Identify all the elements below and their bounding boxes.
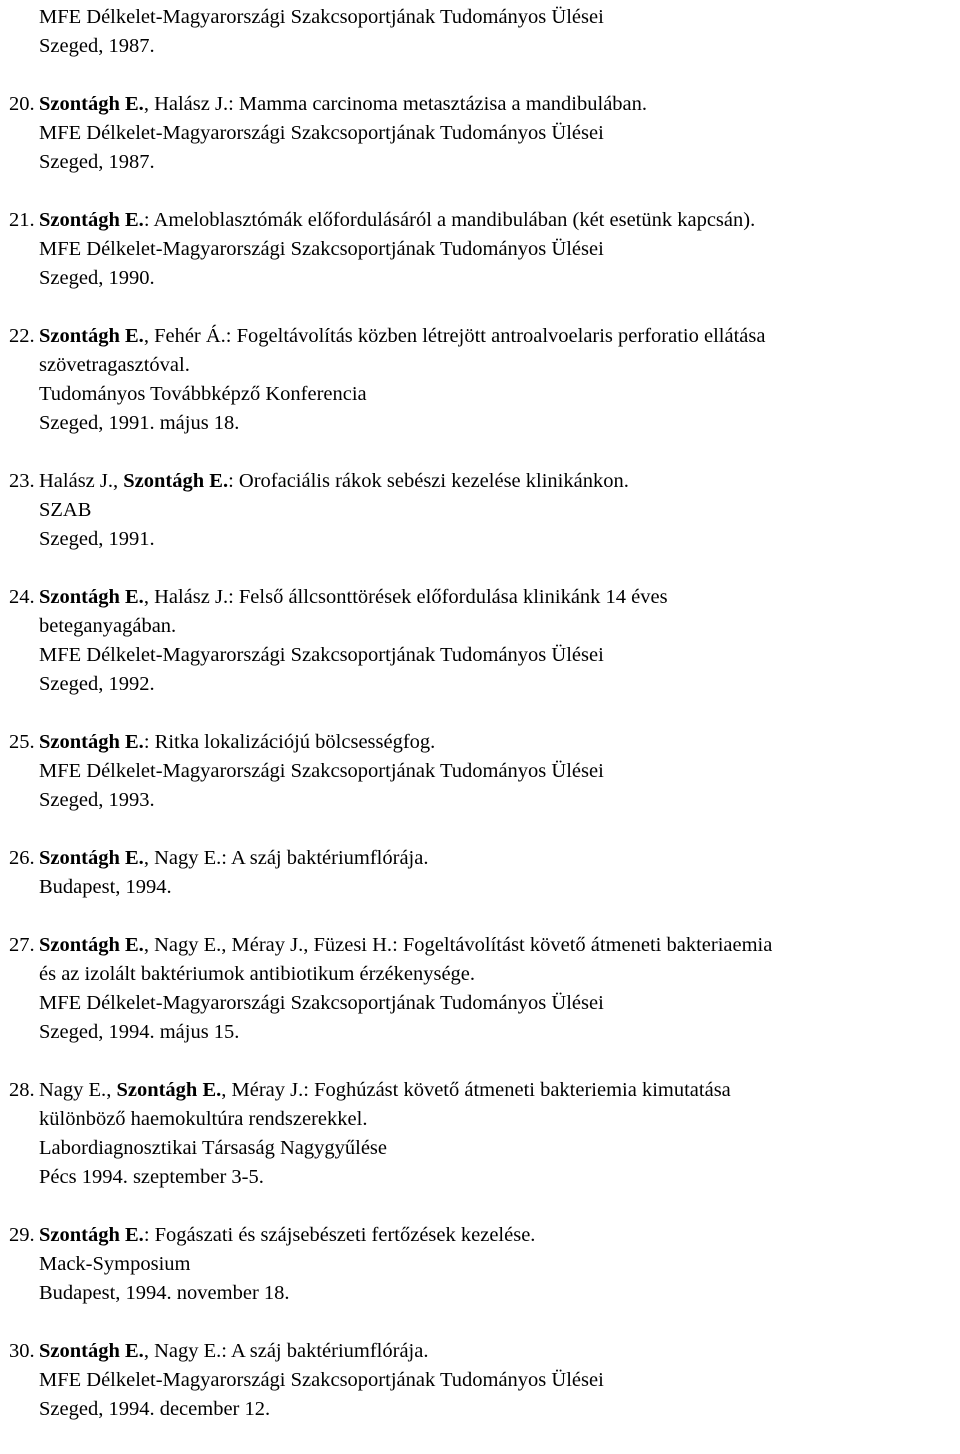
entry-venue: Szeged, 1991. május 18. (39, 412, 240, 434)
author-separator: , (143, 325, 155, 347)
author-separator: , (221, 1079, 232, 1101)
publication-entry (9, 90, 957, 177)
author-separator: : (228, 93, 239, 115)
entry-venue: MFE Délkelet-Magyarországi Szakcsoportjának Tudományos Ülései (39, 1369, 604, 1391)
entry-spacer (9, 699, 957, 728)
entry-first-line (9, 728, 957, 757)
entry-number: 28. (9, 1079, 35, 1101)
entry-title-continued: és az izolált baktériumok antibiotikum érzékenysége. (39, 963, 476, 985)
entry-title: Felső állcsonttörések előfordulása klinikánk 14 éves (238, 586, 668, 608)
entry-venue: SZAB (39, 499, 92, 521)
entry-spacer (9, 61, 957, 90)
entry-title: A száj baktériumflórája. (230, 1340, 429, 1362)
entry-first-line (9, 467, 957, 496)
entry-spacer (9, 293, 957, 322)
entry-venue: Szeged, 1994. december 12. (39, 1398, 271, 1420)
publication-entry (9, 322, 957, 438)
entry-first-line (9, 1076, 957, 1105)
publication-entry (9, 1337, 957, 1424)
author-separator: : (303, 1079, 315, 1101)
entry-author: Szontágh E. (39, 1340, 144, 1362)
entry-venue: Szeged, 1993. (39, 789, 155, 811)
entry-author: Nagy E. (39, 1079, 107, 1101)
entry-author: Szontágh E. (39, 586, 144, 608)
entry-author: Nagy E. (154, 934, 222, 956)
entry-number: 21. (9, 209, 35, 231)
entry-author: Nagy E. (154, 1340, 222, 1362)
entry-author: Füzesi H. (313, 934, 393, 956)
entry-author: Szontágh E. (39, 325, 144, 347)
entry-venue: Labordiagnosztikai Társaság Nagygyűlése (39, 1137, 388, 1159)
entries-container (9, 61, 957, 1424)
entry-author: Halász J. (154, 586, 229, 608)
entry-venue: Budapest, 1994. november 18. (39, 1282, 290, 1304)
entry-title: Ritka lokalizációjú bölcsességfog. (154, 731, 436, 753)
publication-entry (9, 728, 957, 815)
entry-spacer (9, 438, 957, 467)
author-separator: : (143, 731, 155, 753)
entry-venue: Budapest, 1994. (39, 876, 172, 898)
author-separator: , (143, 586, 155, 608)
entry-first-line (9, 931, 957, 960)
publication-entry (9, 1076, 957, 1192)
entry-title-continued: beteganyagában. (39, 615, 177, 637)
entry-venue: Szeged, 1992. (39, 673, 155, 695)
entry-venue: MFE Délkelet-Magyarországi Szakcsoportjának Tudományos Ülései (39, 644, 604, 666)
entry-venue: Szeged, 1987. (39, 151, 155, 173)
publication-entry (9, 206, 957, 293)
entry-number: 29. (9, 1224, 35, 1246)
entry-author: Szontágh E. (39, 209, 144, 231)
entry-number: 26. (9, 847, 35, 869)
entry-venue: Szeged, 1990. (39, 267, 155, 289)
entry-first-line (9, 583, 957, 612)
entry-author: Halász J. (39, 470, 114, 492)
entry-number: 30. (9, 1340, 35, 1362)
author-separator: , (303, 934, 314, 956)
entry-venue: Pécs 1994. szeptember 3-5. (39, 1166, 264, 1188)
entry-author: Szontágh E. (39, 934, 144, 956)
intro-place-date: Szeged, 1987. (39, 35, 155, 57)
entry-number: 25. (9, 731, 35, 753)
author-separator: : (143, 209, 154, 231)
author-separator: , (143, 93, 155, 115)
entry-number: 23. (9, 470, 35, 492)
author-separator: : (392, 934, 403, 956)
entry-first-line (9, 206, 957, 235)
author-separator: , (106, 1079, 117, 1101)
entry-author: Szontágh E. (39, 847, 144, 869)
entry-spacer (9, 177, 957, 206)
entry-number: 22. (9, 325, 35, 347)
author-separator: : (221, 847, 231, 869)
entry-author: Szontágh E. (39, 1224, 144, 1246)
entry-venue: Szeged, 1994. május 15. (39, 1021, 240, 1043)
entry-title: Fogászati és szájsebészeti fertőzések kezelése. (154, 1224, 536, 1246)
publication-entry (9, 931, 957, 1047)
publication-list (9, 3, 957, 1424)
author-separator: : (228, 470, 239, 492)
entry-venue: Tudományos Továbbképző Konferencia (39, 383, 367, 405)
entry-spacer (9, 1308, 957, 1337)
author-separator: , (143, 847, 155, 869)
entry-title: A száj baktériumflórája. (230, 847, 429, 869)
entry-spacer (9, 902, 957, 931)
entry-venue: MFE Délkelet-Magyarországi Szakcsoportjának Tudományos Ülései (39, 122, 604, 144)
author-separator: : (221, 1340, 231, 1362)
entry-number: 20. (9, 93, 35, 115)
publication-entry (9, 467, 957, 554)
entry-title-continued: különböző haemokultúra rendszerekkel. (39, 1108, 368, 1130)
author-separator: : (143, 1224, 155, 1246)
entry-author: Méray J. (231, 934, 304, 956)
entry-title: Fogeltávolítás közben létrejött antroalvoelaris perforatio ellátása (236, 325, 766, 347)
entry-author: Halász J. (154, 93, 229, 115)
publication-entry (9, 844, 957, 902)
publication-entry (9, 583, 957, 699)
entry-title: Foghúzást követő átmeneti bakteriemia kimutatása (314, 1079, 731, 1101)
entry-title: Fogeltávolítást követő átmeneti bakteriaemia (402, 934, 773, 956)
author-separator: : (228, 586, 239, 608)
entry-spacer (9, 815, 957, 844)
author-separator: , (143, 1340, 155, 1362)
entry-author: Fehér Á. (154, 325, 226, 347)
entry-author: Szontágh E. (39, 93, 144, 115)
publication-entry (9, 1221, 957, 1308)
entry-title-continued: szövetragasztóval. (39, 354, 190, 376)
entry-author: Szontágh E. (123, 470, 229, 492)
entry-title: Mamma carcinoma metasztázisa a mandibulában. (238, 93, 648, 115)
entry-venue: Szeged, 1991. (39, 528, 155, 550)
entry-author: Nagy E. (154, 847, 222, 869)
entry-venue: Mack-Symposium (39, 1253, 191, 1275)
entry-first-line (9, 90, 957, 119)
author-separator: : (225, 325, 237, 347)
entry-first-line (9, 1221, 957, 1250)
entry-spacer (9, 1047, 957, 1076)
entry-first-line (9, 844, 957, 873)
entry-spacer (9, 1192, 957, 1221)
entry-author: Szontágh E. (116, 1079, 222, 1101)
intro-venue: MFE Délkelet-Magyarországi Szakcsoportjának Tudományos Ülései (39, 6, 604, 28)
entry-author: Szontágh E. (39, 731, 144, 753)
entry-venue: MFE Délkelet-Magyarországi Szakcsoportjának Tudományos Ülései (39, 992, 604, 1014)
entry-first-line (9, 1337, 957, 1366)
entry-number: 27. (9, 934, 35, 956)
entry-number: 24. (9, 586, 35, 608)
entry-author: Méray J. (231, 1079, 304, 1101)
entry-title: Ameloblasztómák előfordulásáról a mandibulában (két esetünk kapcsán). (153, 209, 756, 231)
entry-venue: MFE Délkelet-Magyarországi Szakcsoportjának Tudományos Ülései (39, 238, 604, 260)
entry-venue: MFE Délkelet-Magyarországi Szakcsoportjának Tudományos Ülései (39, 760, 604, 782)
author-separator: , (113, 470, 124, 492)
entry-spacer (9, 554, 957, 583)
author-separator: , (143, 934, 155, 956)
author-separator: , (221, 934, 232, 956)
entry-title: Orofaciális rákok sebészi kezelése klinikánkon. (238, 470, 629, 492)
entry-first-line (9, 322, 957, 351)
